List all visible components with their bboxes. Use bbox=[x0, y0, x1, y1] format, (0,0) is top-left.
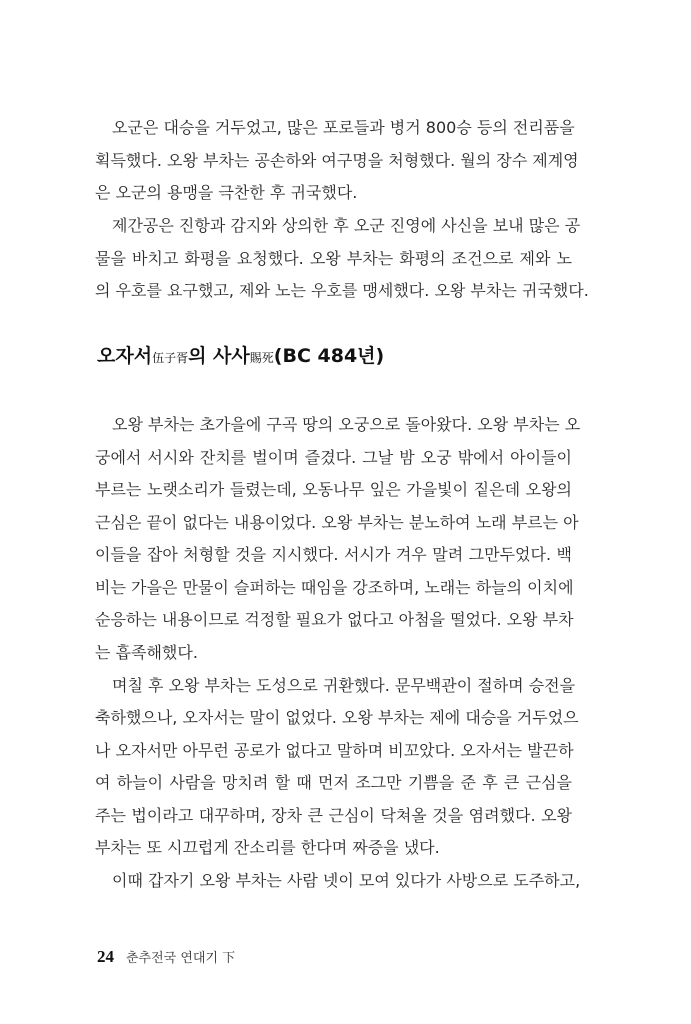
text-line: 은 오군의 용맹을 극찬한 후 귀국했다. bbox=[95, 183, 358, 202]
section-heading bbox=[97, 342, 384, 370]
text-line: 순응하는 내용이므로 걱정할 필요가 없다고 아첨을 떨었다. 오왕 부차 bbox=[95, 610, 574, 629]
text-line: 주는 법이라고 대꾸하며, 장차 큰 근심이 닥쳐올 것을 염려했다. 오왕 bbox=[95, 806, 572, 825]
heading-text: 오자서 bbox=[97, 345, 153, 367]
text-line: 비는 가을은 만물이 슬퍼하는 때임을 강조하며, 노래는 하늘의 이치에 bbox=[95, 578, 574, 597]
text-line: 제간공은 진항과 감지와 상의한 후 오군 진영에 사신을 보내 많은 공 bbox=[112, 216, 581, 235]
heading-year: (BC 484년) bbox=[273, 345, 385, 367]
text-line: 근심은 끝이 없다는 내용이었다. 오왕 부차는 분노하여 노래 부르는 아 bbox=[95, 513, 579, 532]
text-line: 이들을 잡아 처형할 것을 지시했다. 서시가 겨우 말려 그만두었다. 백 bbox=[95, 545, 572, 564]
text-line: 는 흡족해했다. bbox=[95, 643, 198, 662]
text-line: 오군은 대승을 거두었고, 많은 포로들과 병거 800승 등의 전리품을 bbox=[112, 118, 575, 137]
text-line: 획득했다. 오왕 부차는 공손하와 여구명을 처형했다. 월의 장수 제계영 bbox=[95, 151, 579, 170]
heading-text: 의 사사 bbox=[188, 345, 250, 367]
text-line: 나 오자서만 아무런 공로가 없다고 말하며 비꼬았다. 오자서는 발끈하 bbox=[95, 741, 574, 760]
heading-hanja: 賜死 bbox=[249, 351, 274, 365]
text-line: 물을 바치고 화평을 요청했다. 오왕 부차는 화평의 조건으로 제와 노 bbox=[95, 249, 572, 268]
text-line: 여 하늘이 사람을 망치려 할 때 먼저 조그만 기쁨을 준 후 큰 근심을 bbox=[95, 773, 572, 792]
text-line: 축하했으나, 오자서는 말이 없었다. 오왕 부차는 제에 대승을 거두었으 bbox=[95, 708, 579, 727]
text-line: 의 우호를 요구했고, 제와 노는 우호를 맹세했다. 오왕 부차는 귀국했다. bbox=[95, 281, 589, 300]
heading-hanja: 伍子胥 bbox=[152, 351, 189, 365]
page-number: 24 bbox=[97, 947, 114, 966]
text-line: 이때 갑자기 오왕 부차는 사람 넷이 모여 있다가 사방으로 도주하고, bbox=[112, 871, 581, 890]
text-line: 궁에서 서시와 잔치를 벌이며 즐겼다. 그날 밤 오궁 밖에서 아이들이 bbox=[95, 448, 572, 467]
book-title: 춘추전국 연대기 下 bbox=[126, 951, 236, 966]
text-line: 부르는 노랫소리가 들렸는데, 오동나무 잎은 가을빛이 짙은데 오왕의 bbox=[95, 480, 572, 499]
text-line: 부차는 또 시끄럽게 잔소리를 한다며 짜증을 냈다. bbox=[95, 838, 440, 857]
text-line: 며칠 후 오왕 부차는 도성으로 귀환했다. 문무백관이 절하며 승전을 bbox=[112, 676, 576, 695]
page-footer bbox=[97, 946, 235, 968]
text-line: 오왕 부차는 초가을에 구곡 땅의 오궁으로 돌아왔다. 오왕 부차는 오 bbox=[112, 415, 581, 434]
